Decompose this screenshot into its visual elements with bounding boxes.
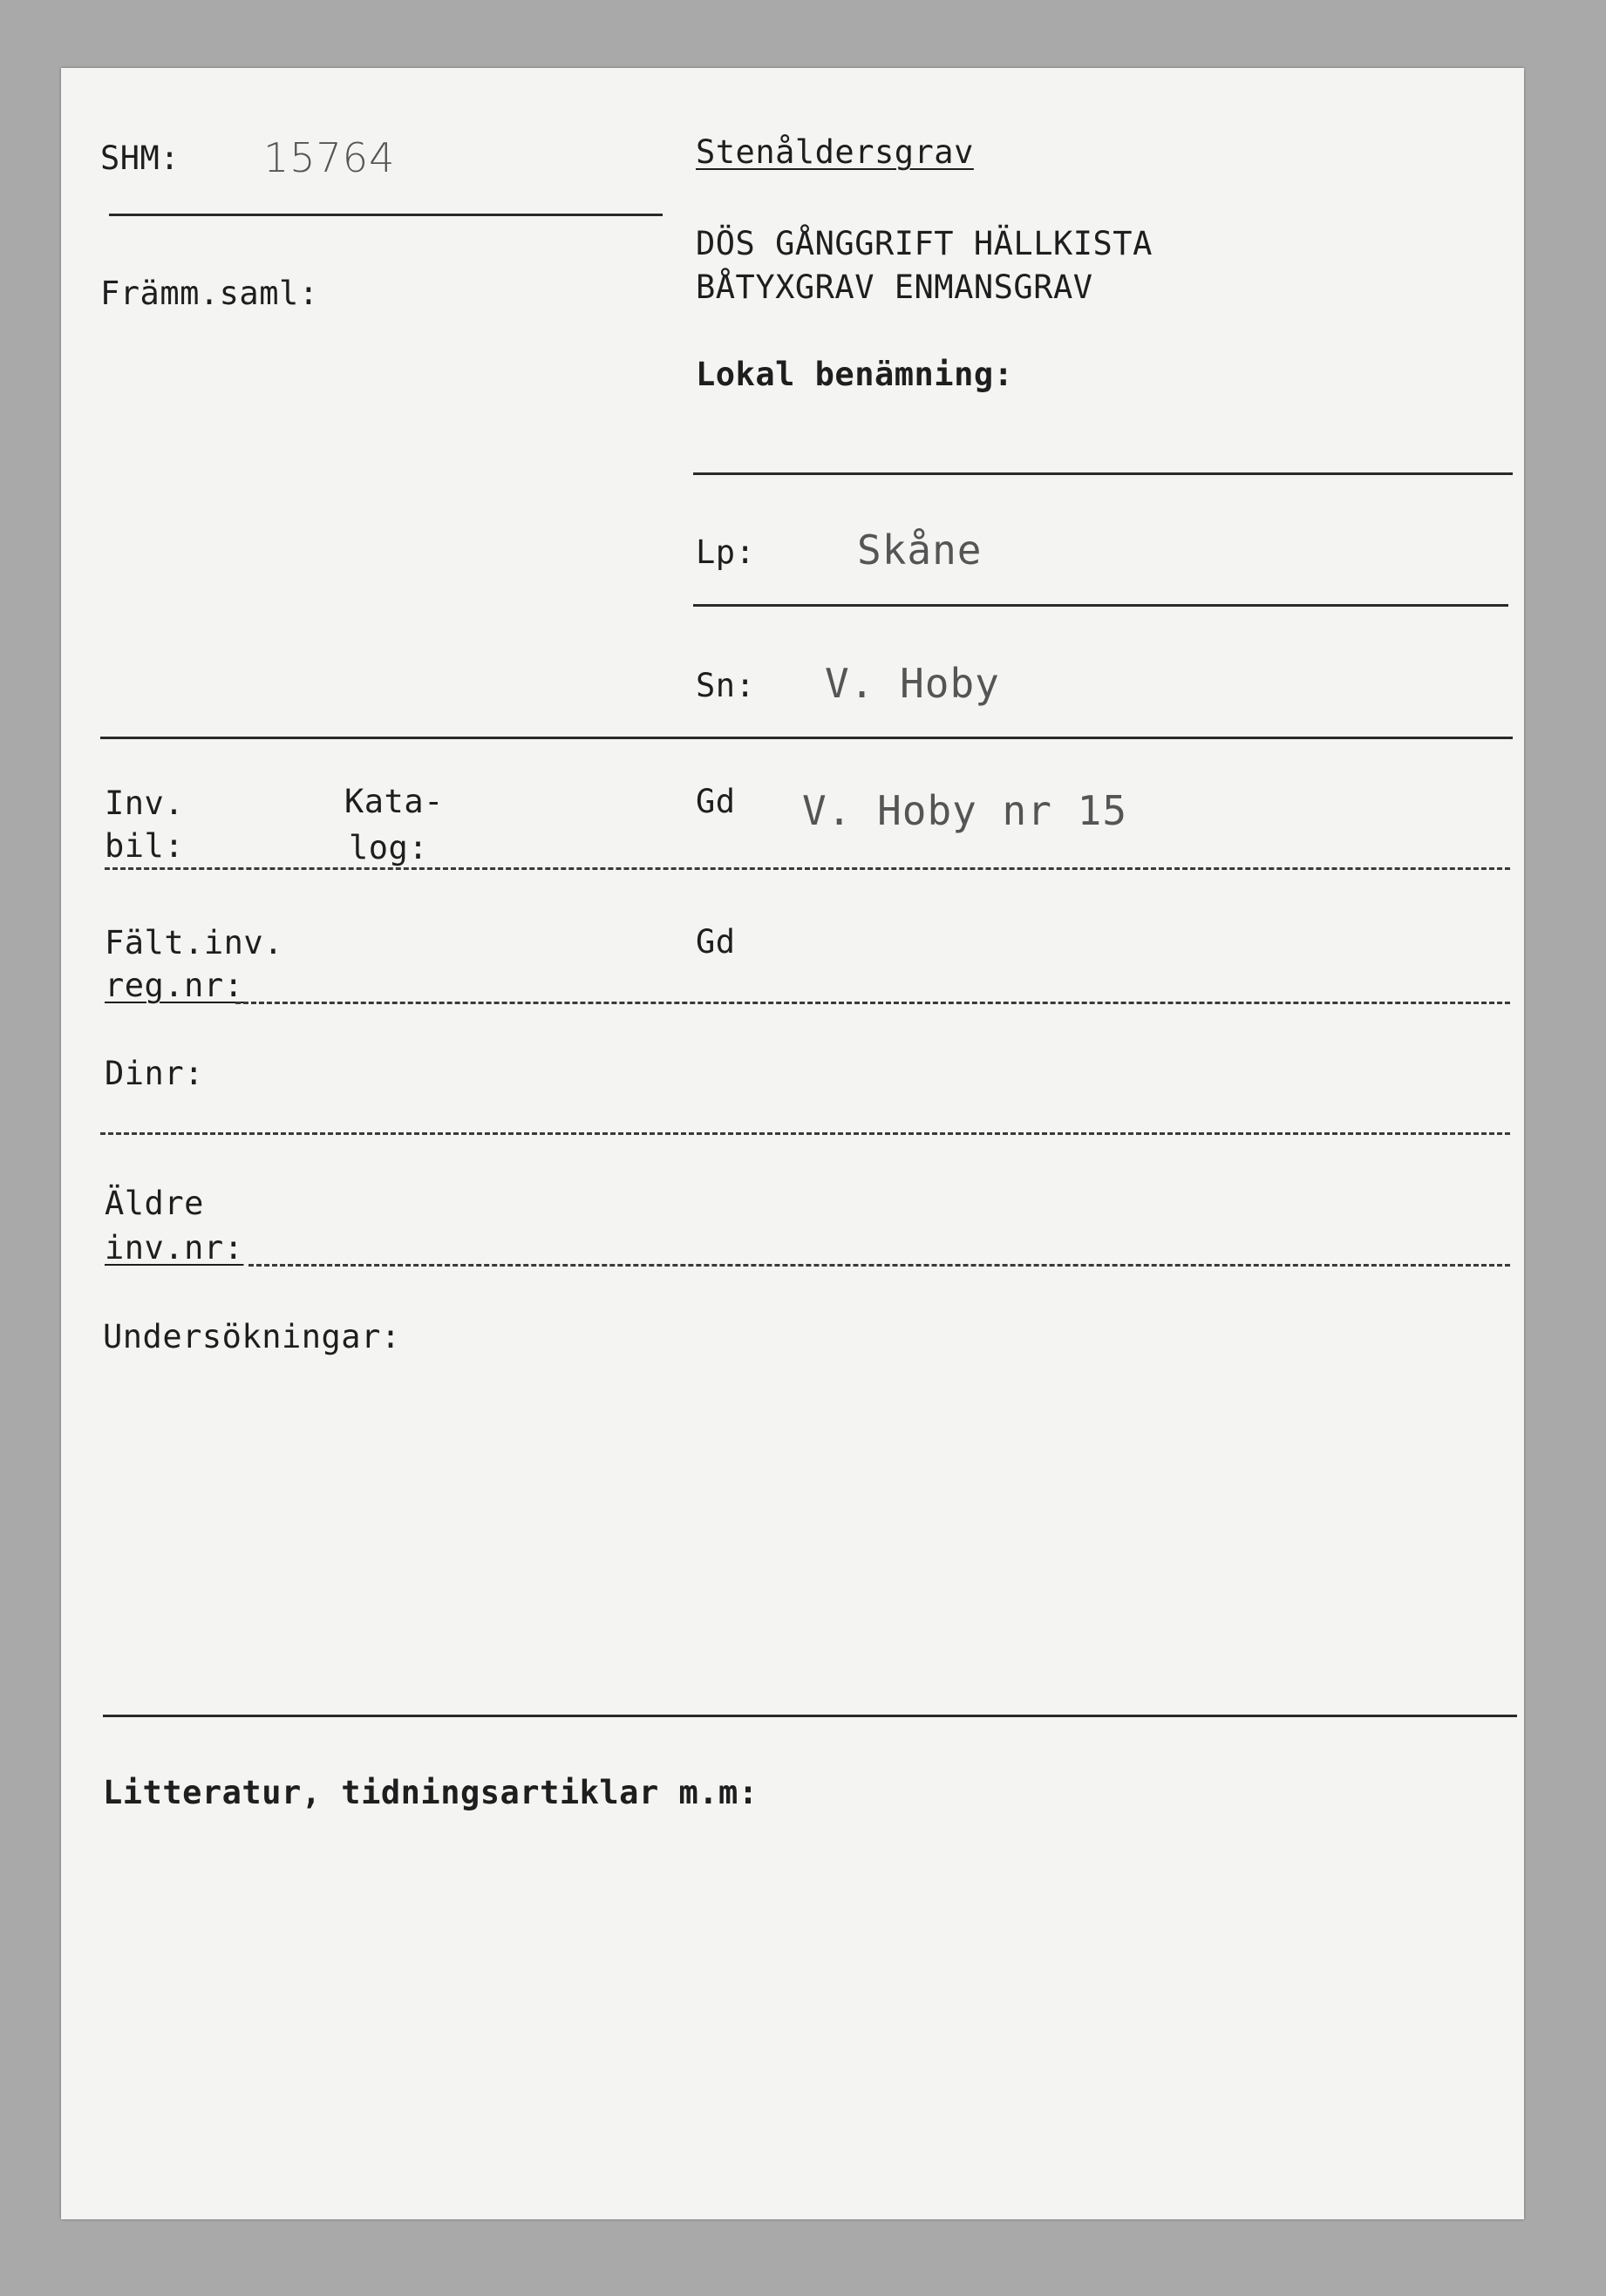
falt-inv-label-line-1: Fält.inv. — [105, 924, 283, 961]
falt-rule — [235, 1002, 1510, 1004]
undersokningar-rule — [103, 1715, 1517, 1717]
inv-rule — [105, 867, 1510, 870]
sn-value: V. Hoby — [825, 660, 1000, 707]
undersokningar-label: Undersökningar: — [103, 1318, 401, 1355]
falt-inv-label-line-2: reg.nr: — [105, 967, 244, 1004]
katalog-label-line-2: log: — [349, 829, 429, 866]
framm-saml-label: Främm.saml: — [100, 275, 319, 312]
gd-label-2: Gd — [696, 923, 736, 961]
category-title: Stenåldersgrav — [696, 133, 974, 171]
grave-types-line-2: BÅTYXGRAV ENMANSGRAV — [696, 268, 1093, 306]
aldre-rule — [248, 1264, 1510, 1267]
grave-types-line-1: DÖS GÅNGGRIFT HÄLLKISTA — [696, 225, 1153, 262]
lokal-benamning-label: Lokal benämning: — [696, 356, 1014, 393]
index-card — [61, 68, 1524, 2219]
gd-value-1: V. Hoby nr 15 — [802, 787, 1128, 834]
lp-rule — [693, 604, 1508, 607]
gd-label-1: Gd — [696, 783, 736, 820]
aldre-label-line-2: inv.nr: — [105, 1229, 244, 1267]
sn-label: Sn: — [696, 667, 756, 704]
shm-number: 15764 — [263, 134, 396, 181]
lp-value: Skåne — [857, 526, 983, 574]
katalog-label-line-1: Kata- — [344, 783, 444, 820]
litteratur-label: Litteratur, tidningsartiklar m.m: — [103, 1774, 759, 1811]
inv-label-line-2: bil: — [105, 827, 185, 865]
inv-label-line-1: Inv. — [105, 785, 185, 822]
shm-rule — [109, 214, 663, 216]
shm-label: SHM: — [100, 139, 180, 177]
sn-rule — [100, 737, 1513, 739]
lokal-rule — [693, 472, 1513, 475]
dinr-rule — [100, 1132, 1510, 1135]
dinr-label: Dinr: — [105, 1055, 204, 1092]
lp-label: Lp: — [696, 533, 756, 571]
aldre-label-line-1: Äldre — [105, 1185, 204, 1222]
